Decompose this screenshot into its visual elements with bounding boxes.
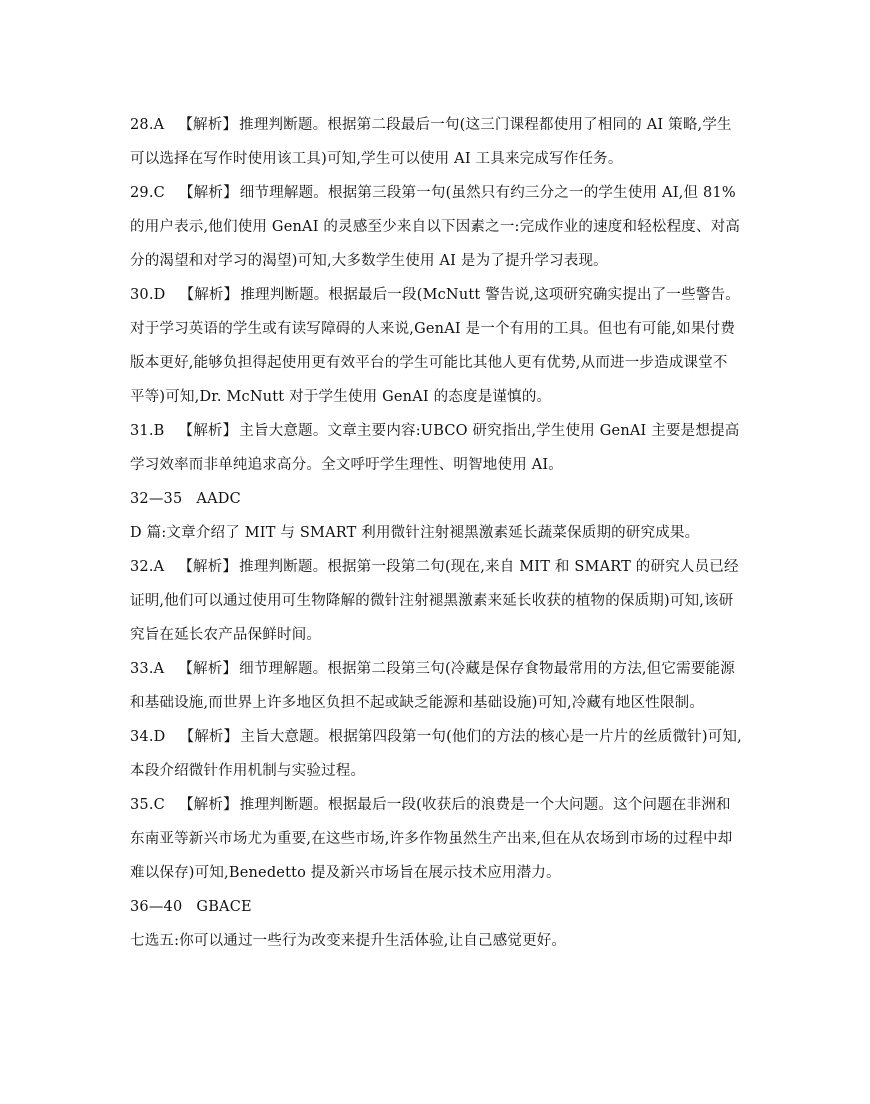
answer-letters: GBACE bbox=[196, 899, 252, 915]
analysis-tag: 【解析】 bbox=[178, 661, 238, 677]
question-number: 35.C bbox=[130, 797, 165, 813]
answer-item-35 bbox=[130, 788, 742, 890]
question-range: 36—40 bbox=[130, 899, 183, 915]
question-number: 29.C bbox=[130, 185, 165, 201]
answer-item-31 bbox=[130, 414, 742, 482]
analysis-tag: 【解析】 bbox=[178, 797, 238, 813]
answer-key-36-40 bbox=[130, 890, 742, 924]
explanation-text: 主旨大意题。根据第四段第一句(他们的方法的核心是一片片的丝质微针)可知,本段介绍微针作用机制与实验过程。 bbox=[130, 729, 742, 779]
answer-item-32 bbox=[130, 550, 742, 652]
explanation-text: 推理判断题。根据最后一段(收获后的浪费是一个大问题。这个问题在非洲和东南亚等新兴市场尤为重要,在这些市场,许多作物虽然生产出来,但在从农场到市场的过程中却难以保存)可知,Benedetto 提及新兴市场旨在展示技术应用潜力。 bbox=[130, 797, 733, 881]
explanation-text: 推理判断题。根据第一段第二句(现在,来自 MIT 和 SMART 的研究人员已经证明,他们可以通过使用可生物降解的微针注射褪黑激素来延长收获的植物的保质期)可知,该研究旨在延长农产品保鲜时间。 bbox=[130, 559, 739, 643]
answer-item-30 bbox=[130, 278, 742, 414]
analysis-tag: 【解析】 bbox=[178, 185, 238, 201]
answer-key-32-35 bbox=[130, 482, 742, 516]
explanation-text: 细节理解题。根据第二段第三句(冷藏是保存食物最常用的方法,但它需要能源和基础设施,而世界上许多地区负担不起或缺乏能源和基础设施)可知,冷藏有地区性限制。 bbox=[130, 661, 735, 711]
question-number: 31.B bbox=[130, 423, 165, 439]
summary-text: 七选五:你可以通过一些行为改变来提升生活体验,让自己感觉更好。 bbox=[130, 933, 567, 949]
question-number: 34.D bbox=[130, 729, 166, 745]
question-number: 28.A bbox=[130, 117, 165, 133]
explanation-text: 主旨大意题。文章主要内容:UBCO 研究指出,学生使用 GenAI 主要是想提高学习效率而非单纯追求高分。全文呼吁学生理性、明智地使用 AI。 bbox=[130, 423, 740, 473]
seven-choose-five-summary bbox=[130, 924, 742, 958]
question-number: 33.A bbox=[130, 661, 165, 677]
analysis-tag: 【解析】 bbox=[178, 559, 238, 575]
answer-item-29 bbox=[130, 176, 742, 278]
answer-letters: AADC bbox=[196, 491, 241, 507]
summary-text: D 篇:文章介绍了 MIT 与 SMART 利用微针注射褪黑激素延长蔬菜保质期的研究成果。 bbox=[130, 525, 700, 541]
explanation-text: 细节理解题。根据第三段第一句(虽然只有约三分之一的学生使用 AI,但 81%的用户表示,他们使用 GenAI 的灵感至少来自以下因素之一:完成作业的速度和轻松程度、对高分的渴望和对学习的渴望)可知,大多数学生使用 AI 是为了提升学习表现。 bbox=[130, 185, 741, 269]
answer-explanations bbox=[130, 108, 742, 958]
explanation-text: 推理判断题。根据最后一段(McNutt 警告说,这项研究确实提出了一些警告。对于学习英语的学生或有读写障碍的人来说,GenAI 是一个有用的工具。但也有可能,如果付费版本更好,能够负担得起使用更有效平台的学生可能比其他人更有优势,从而进一步造成课堂不平等)可知,Dr. McNutt 对于学生使用 GenAI 的态度是谨慎的。 bbox=[130, 287, 740, 405]
explanation-text: 推理判断题。根据第二段最后一句(这三门课程都使用了相同的 AI 策略,学生可以选择在写作时使用该工具)可知,学生可以使用 AI 工具来完成写作任务。 bbox=[130, 117, 732, 167]
question-number: 30.D bbox=[130, 287, 166, 303]
analysis-tag: 【解析】 bbox=[179, 729, 239, 745]
answer-item-28 bbox=[130, 108, 742, 176]
question-range: 32—35 bbox=[130, 491, 183, 507]
question-number: 32.A bbox=[130, 559, 165, 575]
analysis-tag: 【解析】 bbox=[179, 287, 239, 303]
passage-d-summary bbox=[130, 516, 742, 550]
analysis-tag: 【解析】 bbox=[178, 117, 238, 133]
analysis-tag: 【解析】 bbox=[178, 423, 238, 439]
answer-item-34 bbox=[130, 720, 742, 788]
answer-item-33 bbox=[130, 652, 742, 720]
